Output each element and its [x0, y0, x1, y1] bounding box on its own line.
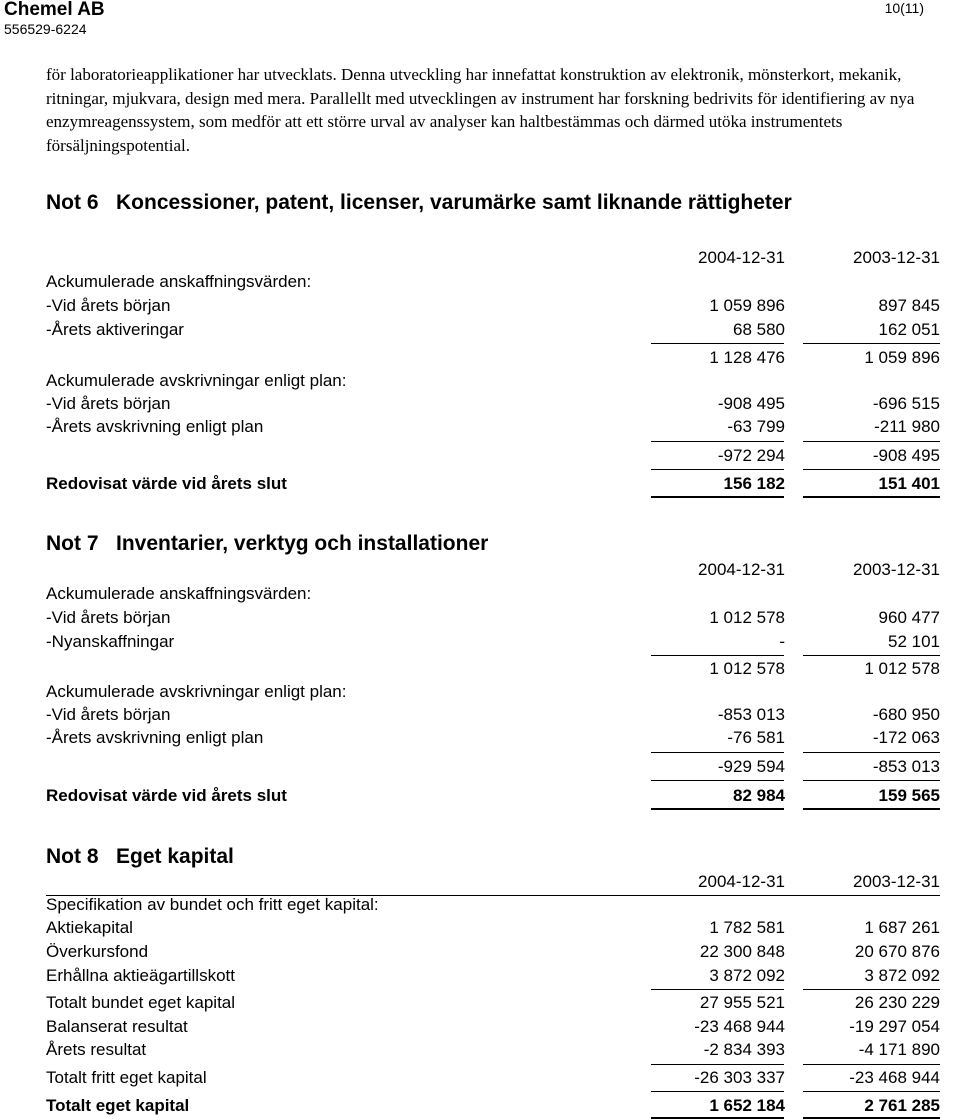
sum-rule	[651, 989, 784, 990]
subtotal-row	[46, 444, 940, 468]
sum-rule	[803, 780, 940, 781]
value-2003: 1 012 578	[864, 659, 940, 678]
subtotal-row	[46, 1066, 940, 1090]
value-2004: -26 303 337	[694, 1068, 785, 1087]
sum-rule	[651, 752, 784, 753]
note-8-title	[46, 845, 234, 869]
value-2003: 3 872 092	[864, 966, 940, 985]
row-label: -Vid årets början	[46, 394, 171, 413]
subtotal-row	[46, 657, 940, 681]
table-row	[46, 630, 940, 654]
value-2004: 3 872 092	[709, 966, 785, 985]
company-name: Chemel AB	[4, 0, 105, 20]
sum-rule	[803, 1091, 940, 1092]
table-row	[46, 893, 940, 917]
note-6-heading: Koncessioner, patent, licenser, varumärke samt liknande rättigheter	[116, 191, 792, 214]
table-row	[46, 294, 940, 318]
org-number: 556529-6224	[4, 21, 87, 37]
value-2003: -696 515	[872, 394, 940, 413]
row-label: Specifikation av bundet och fritt eget kapital:	[46, 895, 379, 914]
table-row	[46, 1015, 940, 1039]
row-label: -Årets aktiveringar	[46, 320, 184, 339]
table-row	[46, 726, 940, 750]
note-6-column-headers	[46, 246, 940, 270]
sum-rule	[651, 441, 784, 442]
row-label: -Nyanskaffningar	[46, 632, 175, 651]
row-label: Totalt eget kapital	[46, 1096, 190, 1115]
note-8-col-2003: 2003-12-31	[853, 872, 940, 891]
row-label: Totalt fritt eget kapital	[46, 1068, 207, 1087]
sum-rule	[803, 343, 940, 344]
total-rule	[803, 1117, 940, 1119]
note-7-title	[46, 532, 488, 556]
row-label: -Vid årets början	[46, 705, 171, 724]
note-7-heading: Inventarier, verktyg och installationer	[116, 532, 489, 555]
value-2004: 1 012 578	[709, 659, 785, 678]
row-label: Överkursfond	[46, 942, 149, 961]
table-row	[46, 606, 940, 630]
value-2003: -19 297 054	[849, 1017, 940, 1036]
sum-rule	[803, 655, 940, 656]
value-2004: 1 652 184	[709, 1096, 785, 1115]
value-2004: 156 182	[723, 474, 785, 493]
value-2003: 897 845	[878, 296, 940, 315]
value-2004: 22 300 848	[699, 942, 785, 961]
row-label: Årets resultat	[46, 1040, 147, 1059]
value-2003: 20 670 876	[854, 942, 940, 961]
row-label: Balanserat resultat	[46, 1017, 188, 1036]
value-2004: -2 834 393	[703, 1040, 785, 1059]
value-2004: 27 955 521	[699, 993, 785, 1012]
value-2003: -211 980	[874, 417, 940, 436]
value-2003: 52 101	[888, 632, 940, 651]
value-2003: -680 950	[872, 705, 940, 724]
value-2003: -853 013	[872, 757, 940, 776]
value-2003: 1 059 896	[864, 348, 940, 367]
total-rule	[651, 808, 784, 810]
subtotal-row	[46, 346, 940, 370]
total-rule	[803, 496, 940, 498]
value-2004: 1 128 476	[709, 348, 785, 367]
row-label: -Vid årets början	[46, 296, 171, 315]
note-6-col-2003: 2003-12-31	[853, 248, 940, 267]
value-2003: 960 477	[878, 608, 940, 627]
note-8-number: Not 8	[46, 845, 99, 868]
page-number: 10(11)	[884, 0, 924, 16]
subtotal-row	[46, 991, 940, 1015]
note-6-title	[46, 191, 792, 215]
table-row	[46, 916, 940, 940]
sum-rule	[803, 1064, 940, 1065]
table-row	[46, 392, 940, 416]
row-label: Ackumulerade anskaffningsvärden:	[46, 584, 312, 603]
row-label: Ackumulerade anskaffningsvärden:	[46, 272, 312, 291]
value-2004: -23 468 944	[694, 1017, 785, 1036]
value-2004: 82 984	[733, 786, 785, 805]
table-row	[46, 270, 940, 294]
note-6-col-2004: 2004-12-31	[698, 248, 785, 267]
total-row	[46, 472, 940, 496]
row-label: Redovisat värde vid årets slut	[46, 786, 287, 805]
value-2004: -853 013	[717, 705, 785, 724]
note-8-column-headers	[46, 870, 940, 894]
value-2003: 2 761 285	[864, 1096, 940, 1115]
value-2003: 162 051	[878, 320, 940, 339]
total-row	[46, 784, 940, 808]
table-row	[46, 940, 940, 964]
note-7-column-headers	[46, 558, 940, 582]
sum-rule	[803, 989, 940, 990]
table-row	[46, 582, 940, 606]
value-2003: -908 495	[872, 446, 940, 465]
sum-rule	[651, 469, 784, 470]
table-row	[46, 703, 940, 727]
row-label: -Årets avskrivning enligt plan	[46, 417, 264, 436]
row-label: Redovisat värde vid årets slut	[46, 474, 287, 493]
value-2004: -76 581	[727, 728, 785, 747]
sum-rule	[803, 441, 940, 442]
value-2003: 26 230 229	[854, 993, 940, 1012]
table-row	[46, 318, 940, 342]
table-row	[46, 680, 940, 704]
sum-rule	[803, 469, 940, 470]
sum-rule	[803, 752, 940, 753]
value-2004: 1 012 578	[709, 608, 785, 627]
total-rule	[651, 496, 784, 498]
table-row	[46, 964, 940, 988]
value-2004: -972 294	[717, 446, 785, 465]
value-2003: 159 565	[878, 786, 940, 805]
sum-rule	[651, 780, 784, 781]
sum-rule	[651, 655, 784, 656]
table-row	[46, 1038, 940, 1062]
value-2003: -172 063	[872, 728, 940, 747]
value-2004: -63 799	[727, 417, 785, 436]
intro-paragraph: för laboratorieapplikationer har utvecklats. Denna utveckling har innefattat konstruktion av elektronik, mönsterkort, mekanik, ritningar, mjukvara, design med mera. Parallellt med utvecklingen av instrument har forskning bedrivits för identifiering av nya enzymreagenssystem, som medför att ett större urval av analyser kan haltbestämmas och därmed utöka instrumentets försäljningspotential.	[46, 65, 915, 155]
value-2004: 1 059 896	[709, 296, 785, 315]
value-2003: -4 171 890	[858, 1040, 940, 1059]
row-label: Ackumulerade avskrivningar enligt plan:	[46, 371, 347, 390]
sum-rule	[651, 1064, 784, 1065]
note-8-col-2004: 2004-12-31	[698, 872, 785, 891]
note-6-number: Not 6	[46, 191, 99, 214]
sum-rule	[651, 343, 784, 344]
row-label: -Årets avskrivning enligt plan	[46, 728, 264, 747]
sum-rule	[651, 1091, 784, 1092]
note-7-col-2003: 2003-12-31	[853, 560, 940, 579]
row-label: Erhållna aktieägartillskott	[46, 966, 235, 985]
value-2003: 151 401	[878, 474, 940, 493]
row-label: Totalt bundet eget kapital	[46, 993, 236, 1012]
table-row	[46, 369, 940, 393]
table-row	[46, 415, 940, 439]
note-7-col-2004: 2004-12-31	[698, 560, 785, 579]
total-rule	[803, 808, 940, 810]
total-rule	[651, 1117, 784, 1119]
row-label: Aktiekapital	[46, 918, 133, 937]
row-label: Ackumulerade avskrivningar enligt plan:	[46, 682, 347, 701]
subtotal-row	[46, 755, 940, 779]
value-2004: -908 495	[717, 394, 785, 413]
value-2004: 68 580	[733, 320, 785, 339]
row-label: -Vid årets början	[46, 608, 171, 627]
value-2003: 1 687 261	[864, 918, 940, 937]
note-7-number: Not 7	[46, 532, 99, 555]
value-2004: 1 782 581	[709, 918, 785, 937]
total-row	[46, 1094, 940, 1118]
value-2004: -929 594	[717, 757, 785, 776]
note-8-heading: Eget kapital	[116, 845, 234, 868]
value-2003: -23 468 944	[849, 1068, 940, 1087]
value-2004: -	[779, 632, 785, 651]
